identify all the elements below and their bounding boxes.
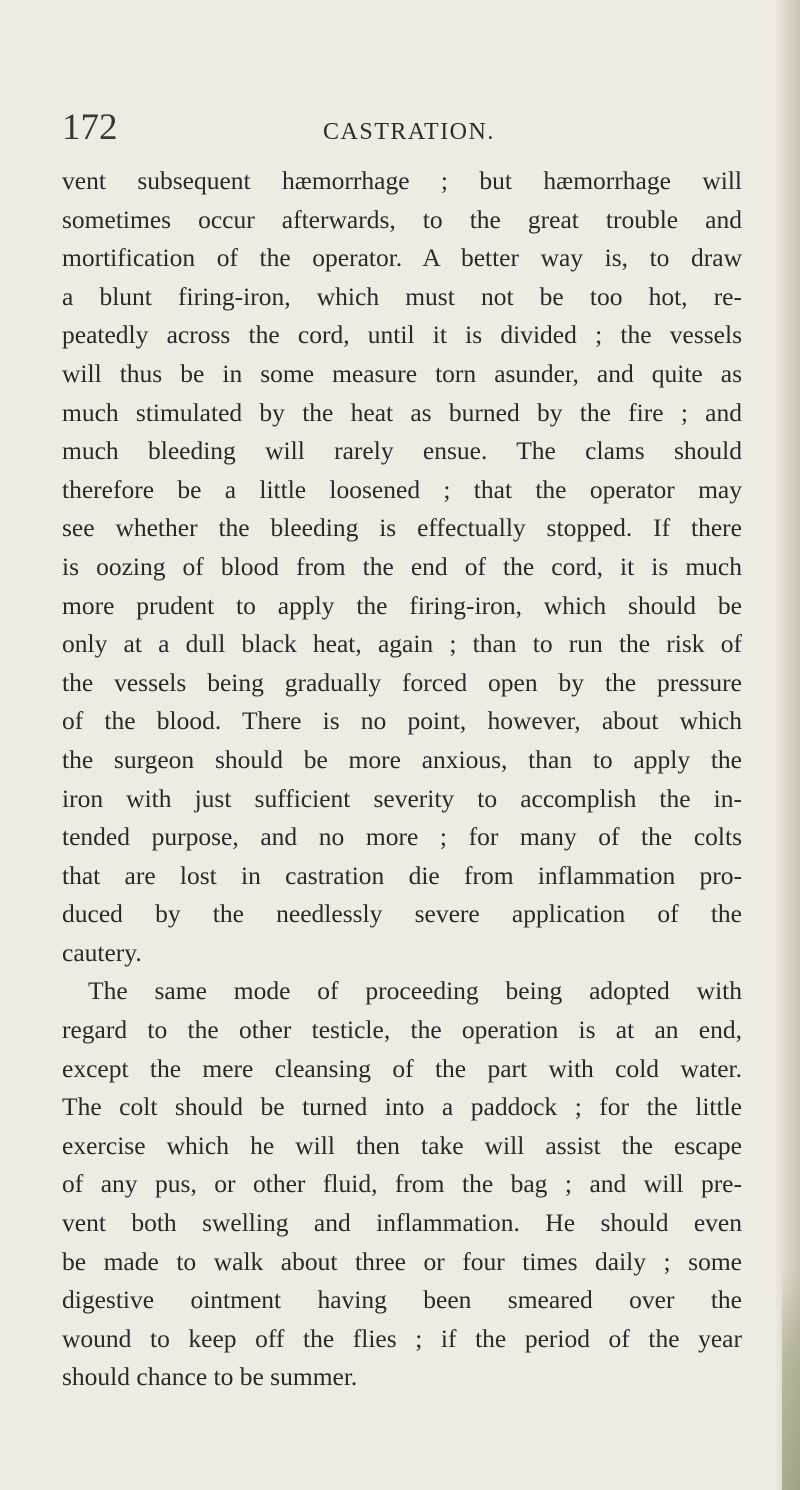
body-text (62, 162, 742, 1397)
text-line: iron with just sufficient severity to accomplish the in- (62, 783, 742, 813)
running-head: CASTRATION. (323, 119, 495, 145)
text-line: of any pus, or other fluid, from the bag ; and will pre- (62, 1169, 742, 1199)
page-edge-shadow (774, 0, 800, 1490)
paragraph-end-line: should chance to be summer. (62, 1362, 358, 1392)
text-line: of the blood. There is no point, however, about which (62, 706, 742, 736)
text-line: sometimes occur afterwards, to the great trouble and (62, 204, 742, 234)
text-line: vent both swelling and inflammation. He should even (62, 1208, 742, 1238)
text-line: tended purpose, and no more ; for many of the colts (62, 822, 742, 852)
text-line: much stimulated by the heat as burned by the fire ; and (62, 397, 742, 427)
text-line: a blunt firing-iron, which must not be too hot, re- (62, 281, 742, 311)
paragraph-end-line: cautery. (62, 937, 142, 967)
text-line: except the mere cleansing of the part with cold water. (62, 1053, 742, 1083)
page-edge-stain (782, 1270, 800, 1490)
text-line: the surgeon should be more anxious, than to apply the (62, 744, 742, 774)
text-line: see whether the bleeding is effectually stopped. If there (62, 513, 742, 543)
text-line: exercise which he will then take will assist the escape (62, 1130, 742, 1160)
page-header (62, 106, 742, 156)
text-line: digestive ointment having been smeared over the (62, 1285, 742, 1315)
text-line: be made to walk about three or four times daily ; some (62, 1246, 742, 1276)
text-line: more prudent to apply the firing-iron, which should be (62, 590, 742, 620)
text-line: will thus be in some measure torn asunder, and quite as (62, 358, 742, 388)
text-line: the vessels being gradually forced open by the pressure (62, 667, 742, 697)
text-line: peatedly across the cord, until it is divided ; the vessels (62, 320, 742, 350)
text-line: regard to the other testicle, the operation is at an end, (62, 1015, 742, 1045)
text-line: duced by the needlessly severe application of the (62, 899, 742, 929)
text-line: is oozing of blood from the end of the cord, it is much (62, 551, 742, 581)
text-line: vent subsequent hæmorrhage ; but hæmorrhage will (62, 166, 742, 195)
paragraph-start-line: The same mode of proceeding being adopted with (88, 976, 742, 1006)
text-line: that are lost in castration die from inflammation pro- (62, 860, 742, 890)
text-line: much bleeding will rarely ensue. The clams should (62, 436, 742, 466)
text-line: The colt should be turned into a paddock ; for the little (62, 1092, 742, 1122)
text-line: wound to keep off the flies ; if the period of the year (62, 1323, 742, 1353)
page-number: 172 (62, 107, 118, 148)
text-line: only at a dull black heat, again ; than to run the risk of (62, 629, 742, 659)
text-line: mortification of the operator. A better way is, to draw (62, 243, 742, 273)
text-line: therefore be a little loosened ; that the operator may (62, 474, 742, 504)
